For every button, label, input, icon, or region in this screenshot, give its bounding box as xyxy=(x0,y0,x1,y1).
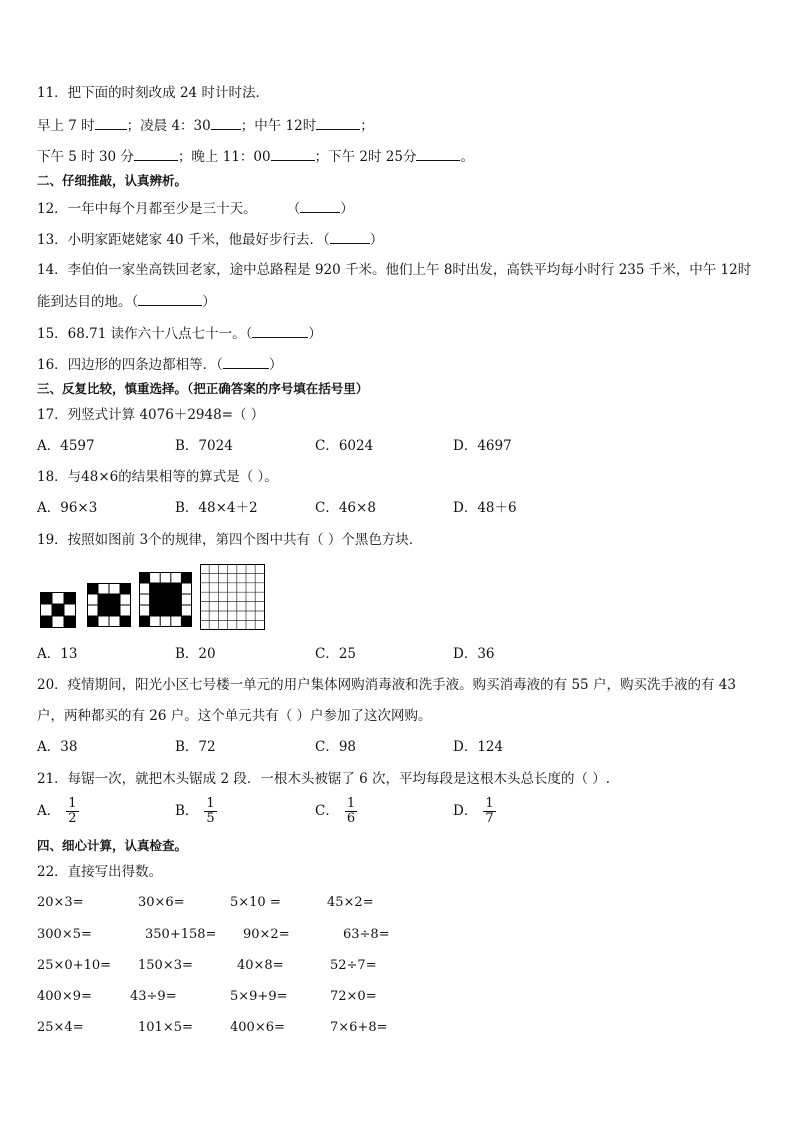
calc-item: 400×9= xyxy=(37,989,92,1004)
q12-stem: 12．一年中每个月都至少是三十天。 xyxy=(37,201,257,217)
q14-line1: 14．李伯伯一家坐高铁回老家，途中总路程是 920 千米。他们上午 8时出发，高铁平均每小时行 235 千米，中午 12时 xyxy=(37,262,752,278)
q15-stem: 15．68.71 读作六十八点七十一。（ xyxy=(37,326,253,342)
option-a[interactable]: A．96×3 xyxy=(37,500,98,516)
q11-text: ；凌晨 4：30 xyxy=(126,118,211,134)
paren-close: ） xyxy=(340,201,354,217)
answer-blank[interactable] xyxy=(271,146,315,161)
option-c[interactable]: C．46×8 xyxy=(315,500,376,516)
q17-stem: 17．列竖式计算 4076＋2948=（ ） xyxy=(37,407,265,423)
option-b[interactable]: B．48×4＋2 xyxy=(175,500,258,516)
answer-blank[interactable] xyxy=(138,291,202,306)
denominator: 7 xyxy=(485,811,494,826)
option-b[interactable]: B．7024 xyxy=(175,438,233,454)
option-c[interactable]: C．98 xyxy=(315,739,357,755)
q11-text: 下午 5 时 30 分 xyxy=(37,149,134,165)
q15 xyxy=(37,323,322,343)
calc-item: 7×6+8= xyxy=(330,1020,388,1035)
answer-blank[interactable] xyxy=(300,198,340,213)
q11-text: ；下午 2时 25分 xyxy=(314,149,417,165)
option-d[interactable]: D．4697 xyxy=(453,438,512,454)
q22-stem: 22．直接写出得数。 xyxy=(37,864,163,880)
q20-line2: 户，两种都买的有 26 户。这个单元共有（ ）户参加了这次网购。 xyxy=(37,708,432,724)
option-b[interactable]: B．20 xyxy=(175,646,216,662)
answer-blank[interactable] xyxy=(211,115,241,130)
denominator: 2 xyxy=(68,811,77,826)
q11-text: 。 xyxy=(460,149,474,165)
calc-item: 40×8= xyxy=(237,958,284,973)
paren-close: ） xyxy=(369,232,384,248)
q21-stem: 21．每锯一次，就把木头锯成 2 段．一根木头被锯了 6 次，平均每段是这根木头总长度的（ ）. xyxy=(37,771,611,787)
option-a[interactable]: A．13 xyxy=(37,646,78,662)
section-heading: 三、反复比较，慎重选择。（把正确答案的序号填在括号里） xyxy=(37,381,369,396)
q13-stem: 13．小明家距姥姥家 40 千米，他最好步行去．（ xyxy=(37,232,330,248)
pattern-figure-3 xyxy=(139,572,192,627)
calc-item: 90×2= xyxy=(243,927,290,942)
option-b[interactable]: B．72 xyxy=(175,739,216,755)
option-d[interactable]: D．124 xyxy=(453,739,504,755)
calc-item: 72×0= xyxy=(330,989,377,1004)
q11-line2 xyxy=(37,146,474,166)
q20-line1: 20．疫情期间，阳光小区七号楼一单元的用户集体网购消毒液和洗手液。购买消毒液的有 55 户，购买洗手液的有 43 xyxy=(37,677,736,693)
calc-item: 25×0+10= xyxy=(37,958,112,973)
calc-item: 5×10 = xyxy=(230,895,281,910)
numerator: 1 xyxy=(206,796,215,811)
q12 xyxy=(37,198,354,218)
option-d[interactable] xyxy=(453,797,496,826)
calc-item: 43÷9= xyxy=(130,989,177,1004)
q14-stem: 能到达目的地。（ xyxy=(37,294,139,310)
q11-text: ；中午 12时 xyxy=(240,118,317,134)
fraction xyxy=(66,797,78,826)
q11-text: ；晚上 11：00 xyxy=(177,149,271,165)
q11-text: ； xyxy=(360,118,374,134)
calc-item: 52÷7= xyxy=(330,958,377,973)
answer-blank[interactable] xyxy=(316,115,360,130)
q18-stem: 18．与48×6的结果相等的算式是（ ）。 xyxy=(37,469,278,485)
denominator: 5 xyxy=(206,811,215,826)
answer-blank[interactable] xyxy=(134,146,178,161)
answer-blank[interactable] xyxy=(252,323,308,338)
q16-stem: 16．四边形的四条边都相等．（ xyxy=(37,357,223,373)
paren-close: ） xyxy=(202,294,216,310)
calc-item: 350+158= xyxy=(145,927,217,942)
option-a[interactable]: A．4597 xyxy=(37,438,95,454)
option-c[interactable]: C．6024 xyxy=(315,438,374,454)
calc-item: 63÷8= xyxy=(343,927,390,942)
option-b[interactable] xyxy=(175,797,217,826)
paren-open: （ xyxy=(286,201,301,217)
answer-blank[interactable] xyxy=(416,146,460,161)
fraction xyxy=(204,797,216,826)
option-a[interactable]: A．38 xyxy=(37,739,78,755)
q13 xyxy=(37,229,383,249)
calc-item: 400×6= xyxy=(230,1020,285,1035)
fraction xyxy=(345,797,357,826)
calc-item: 300×5= xyxy=(37,927,92,942)
pattern-figure-1 xyxy=(40,592,76,628)
q11-text: 早上 7 时 xyxy=(37,118,95,134)
numerator: 1 xyxy=(68,796,77,811)
calc-item: 25×4= xyxy=(37,1020,84,1035)
option-label: D． xyxy=(453,803,478,819)
calc-item: 150×3= xyxy=(138,958,193,973)
option-a[interactable] xyxy=(37,797,79,826)
pattern-figure-2 xyxy=(87,583,131,627)
answer-blank[interactable] xyxy=(223,354,269,369)
option-label: B． xyxy=(175,803,199,819)
calc-item: 20×3= xyxy=(37,895,84,910)
pattern-figure-4-empty-grid xyxy=(200,564,265,630)
answer-blank[interactable] xyxy=(95,115,127,130)
paren-close: ） xyxy=(308,326,322,342)
numerator: 1 xyxy=(485,796,494,811)
option-label: C． xyxy=(315,803,339,819)
q19-stem: 19．按照如图前 3个的规律，第四个图中共有（ ）个黑色方块． xyxy=(37,532,423,548)
q11-line1 xyxy=(37,115,374,135)
paren-close: ） xyxy=(268,357,283,373)
option-d[interactable]: D．48＋6 xyxy=(453,500,517,516)
answer-blank[interactable] xyxy=(330,229,370,244)
q14-line2 xyxy=(37,291,216,311)
calc-item: 101×5= xyxy=(138,1020,193,1035)
option-d[interactable]: D．36 xyxy=(453,646,495,662)
numerator: 1 xyxy=(346,796,356,811)
denominator: 6 xyxy=(346,811,356,826)
q16 xyxy=(37,354,282,374)
section-heading: 二、仔细推敲，认真辨析。 xyxy=(37,173,188,188)
option-c[interactable] xyxy=(315,797,357,826)
option-label: A． xyxy=(37,803,61,819)
calc-item: 30×6= xyxy=(138,895,185,910)
calc-item: 45×2= xyxy=(327,895,374,910)
option-c[interactable]: C．25 xyxy=(315,646,357,662)
q11-title: 11．把下面的时刻改成 24 时计时法． xyxy=(37,85,269,101)
calc-item: 5×9+9= xyxy=(230,989,288,1004)
fraction xyxy=(483,797,495,826)
section-heading: 四、细心计算，认真检查。 xyxy=(37,838,188,853)
